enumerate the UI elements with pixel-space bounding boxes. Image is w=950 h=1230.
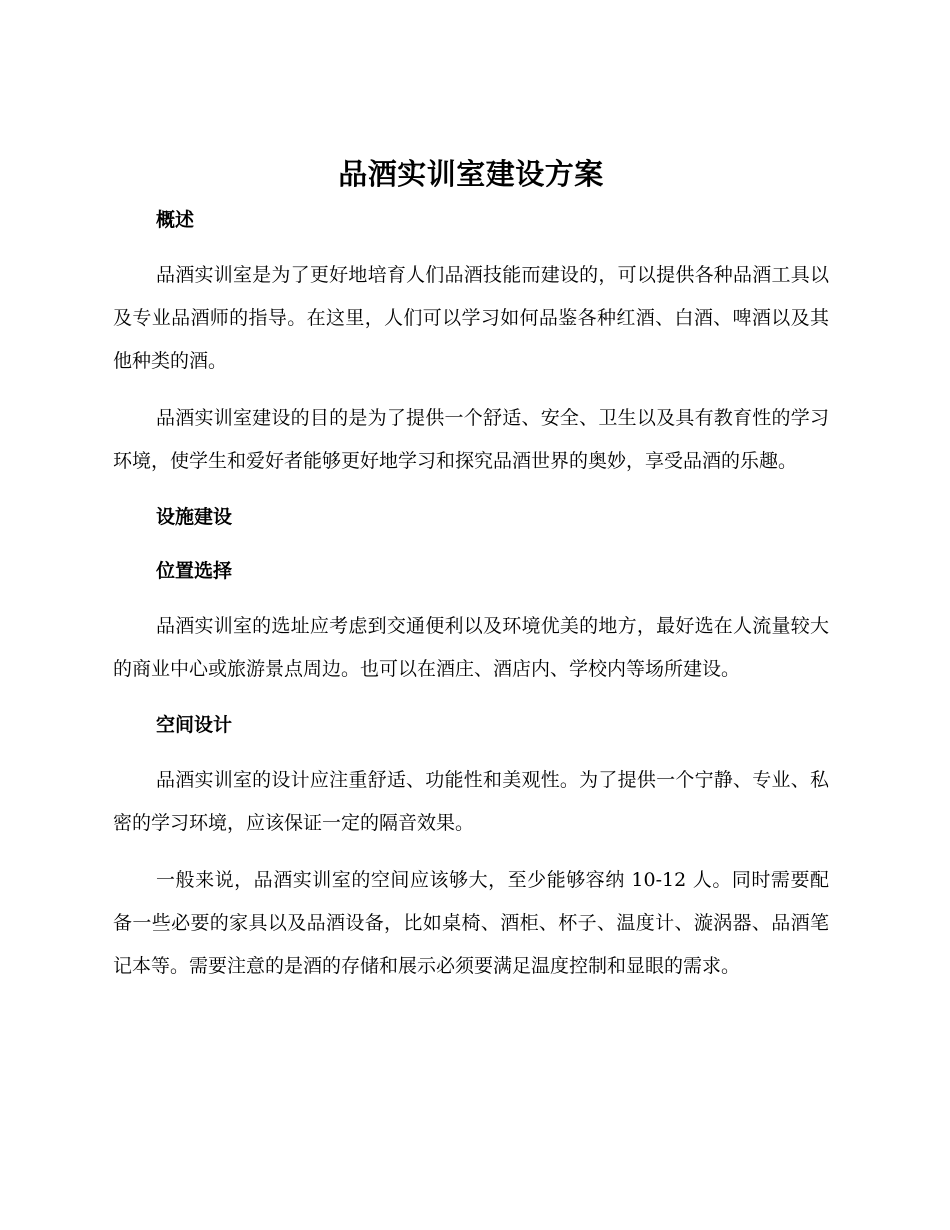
section-heading-location: 位置选择	[156, 560, 233, 582]
spacer	[113, 483, 829, 497]
paragraph-space-1: 品酒实训室的设计应注重舒适、功能性和美观性。为了提供一个宁静、专业、私密的学习环境，应该保证一定的隔音效果。	[113, 769, 829, 834]
section-heading-overview: 概述	[156, 209, 195, 231]
paragraph-overview-2: 品酒实训室建设的目的是为了提供一个舒适、安全、卫生以及具有教育性的学习环境，使学生和爱好者能够更好地学习和探究品酒世界的奥妙，享受品酒的乐趣。	[113, 407, 829, 472]
document-body	[113, 148, 829, 988]
spacer	[113, 240, 829, 254]
spacer	[113, 383, 829, 397]
paragraph-space-2: 一般来说，品酒实训室的空间应该够大，至少能够容纳 10-12 人。同时需要配备一些必要的家具以及品酒设备，比如桌椅、酒柜、杯子、温度计、漩涡器、品酒笔记本等。需要注意的是酒的存储和展示必须要满足温度控制和显眼的需求。	[113, 869, 829, 977]
spacer	[113, 591, 829, 605]
paragraph-location-1: 品酒实训室的选址应考虑到交通便利以及环境优美的地方，最好选在人流量较大的商业中心或旅游景点周边。也可以在酒庄、酒店内、学校内等场所建设。	[113, 615, 829, 680]
paragraph-overview-1: 品酒实训室是为了更好地培育人们品酒技能而建设的，可以提供各种品酒工具以及专业品酒师的指导。在这里，人们可以学习如何品鉴各种红酒、白酒、啤酒以及其他种类的酒。	[113, 264, 829, 372]
spacer	[113, 691, 829, 705]
section-heading-facility: 设施建设	[156, 506, 233, 528]
document-title: 品酒实训室建设方案	[338, 157, 604, 191]
spacer	[113, 537, 829, 551]
section-heading-space: 空间设计	[156, 714, 233, 736]
spacer	[113, 745, 829, 759]
spacer	[113, 845, 829, 859]
